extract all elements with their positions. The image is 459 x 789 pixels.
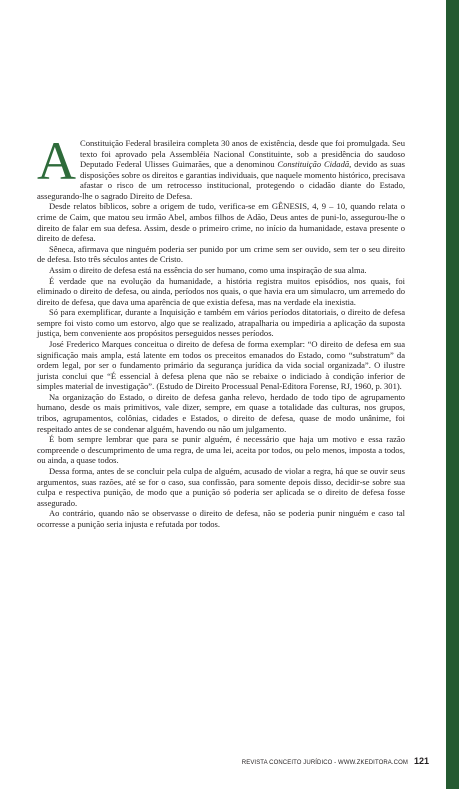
article-body xyxy=(37,131,405,529)
footer-label: REVISTA CONCEITO JURÍDICO - WWW.ZKEDITORA.COM xyxy=(241,760,408,766)
text-run: Dessa forma, antes de se concluir pela culpa de alguém, acusado de violar a regra, há que se ouvir seus argumentos, suas razões, até se for o caso, sua confissão, para somente depois disso, decidir-se sobre sua culpa e respectiva punição, de modo que a punição só poderia ser aplicada se o direito de defesa fosse assegurado. xyxy=(37,465,405,508)
text-run: José Frederico Marques conceitua o direito de defesa de forma exemplar: “O direito de defesa em sua significação mais ampla, está latente em todos os preceitos emanados do Estado, como “substratum” da ordem legal, por ser o fundamento primário da segurança jurídica da vida social organizada”. O ilustre jurista conclui que “É essencial à defesa plena que não se rebaixe o indiciado à condição inferior de simples material de investigação”. (Estudo de Direito Processual Penal-Editora Forense, RJ, 1960, p. 301). xyxy=(37,338,405,392)
text-run: , devido as suas disposições sobre os direitos e garantias individuais, que naquele momento histórico, precisava afastar o risco de um retrocesso institucional, protegendo o cidadão diante do Estado, assegurando-lhe o sagrado Direito de Defesa. xyxy=(37,159,405,201)
paragraph xyxy=(37,265,405,276)
text-run: Sêneca, afirmava que ninguém poderia ser punido por um crime sem ser ouvido, sem ter o seu direito de defesa. Isto três séculos antes de Cristo. xyxy=(37,243,405,265)
text-run: É verdade que na evolução da humanidade, a história registra muitos episódios, nos quais, foi eliminado o direito de defesa, ou ainda, períodos nos quais, o que havia era um simulacro, um arremedo do direito de defesa, que dava uma aparência de que existia defesa, mas na verdade ela inexistia. xyxy=(37,275,405,307)
paragraph xyxy=(37,276,405,308)
green-edge-bar xyxy=(446,0,459,789)
paragraph xyxy=(37,201,405,243)
italic-run: Constituição Cidadã xyxy=(277,159,350,170)
page-number: 121 xyxy=(413,756,429,766)
paragraph xyxy=(37,307,405,339)
text-run: Ao contrário, quando não se observasse o direito de defesa, não se poderia punir ninguém e caso tal ocorresse a punição seria injusta e refutada por todos. xyxy=(37,508,405,529)
drop-cap: A xyxy=(37,131,76,191)
paragraph xyxy=(37,244,405,265)
paragraph xyxy=(37,392,405,434)
text-run: Desde relatos bíblicos, sobre a origem de tudo, verifica-se em GÊNESIS, 4, 9 – 10, quando relata o crime de Caim, que matou seu irmão Abel, ambos filhos de Adão, Deus antes de puni-lo, assegurou-lhe o direito de falar em sua defesa. Assim, desde o primeiro crime, no início da humanidade, estava presente o direito de defesa. xyxy=(37,201,405,244)
paragraph xyxy=(37,339,405,392)
paragraph xyxy=(37,131,405,201)
text-run: É bom sempre lembrar que para se punir alguém, é necessário que haja um motivo e essa razão compreende o descumprimento de uma regra, de uma lei, aceita por todos, ou pelo menos, imposta a todos, ou ainda, a quase todos. xyxy=(37,434,405,466)
text-run: Na organização do Estado, o direito de defesa ganha relevo, herdado de todo tipo de agrupamento humano, desde os mais primitivos, vale dizer, sempre, em quase a totalidade das culturas, nos grupos, tribos, agrupamentos, colônias, cidades e Estados, o direito de defesa, quase de modo unânime, foi respeitado antes de se condenar alguém, havendo ou não um julgamento. xyxy=(37,391,405,434)
paragraph xyxy=(37,434,405,466)
paragraph xyxy=(37,466,405,508)
text-run: Assim o direito de defesa está na essência do ser humano, como uma inspiração de sua alma. xyxy=(49,264,367,275)
text-run: Constituição Federal brasileira completa 30 anos de existência, desde que foi promulgada. Seu texto foi aprovado pela Assembléia Nacional Constituinte, sob a presidência do saudoso Deputado Federal Ulisses Guimarães, que a denominou xyxy=(80,138,405,170)
paragraph xyxy=(37,508,405,529)
text-run: Só para exemplificar, durante a Inquisição e também em vários períodos ditatoriais, o direito de defesa sempre foi visto como um estorvo, algo que se realizado, atrapalharia ou impediria a aplicação da suposta justiça, bem conveniente aos propósitos perseguidos nesses períodos. xyxy=(37,307,405,339)
page-footer xyxy=(242,756,429,768)
